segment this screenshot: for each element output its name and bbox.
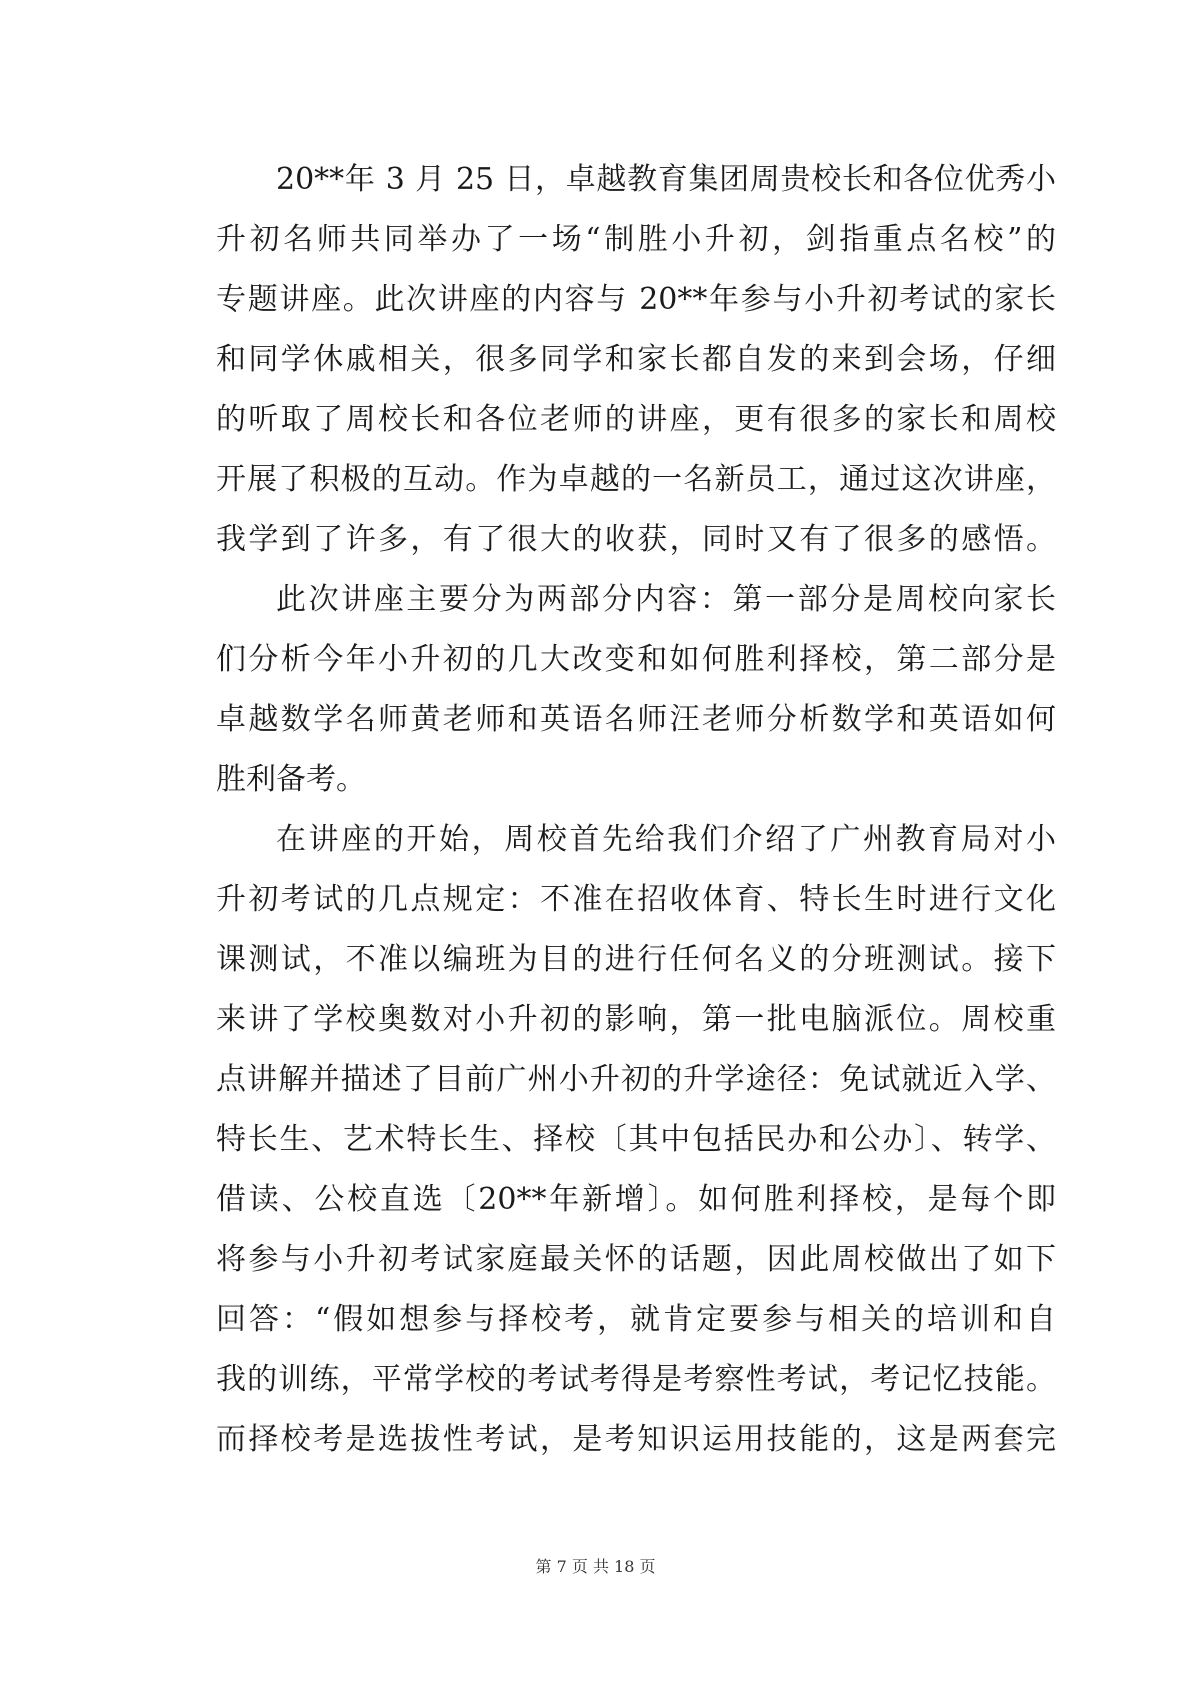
text-line: 点讲解并描述了目前广州小升初的升学途径：免试就近入学、 xyxy=(216,1062,1056,1097)
text-line: 课测试，不准以编班为目的进行任何名义的分班测试。接下 xyxy=(216,942,1056,977)
text-line: 卓越数学名师黄老师和英语名师汪老师分析数学和英语如何 xyxy=(216,702,1056,737)
text-line: 此次讲座主要分为两部分内容：第一部分是周校向家长 xyxy=(276,582,1056,617)
text-line: 借读、公校直选〔20**年新增〕。如何胜利择校，是每个即 xyxy=(216,1182,1056,1217)
text-line: 专题讲座。此次讲座的内容与 20**年参与小升初考试的家长 xyxy=(216,282,1056,317)
text-line: 胜利备考。 xyxy=(216,762,366,797)
text-line: 而择校考是选拔性考试，是考知识运用技能的，这是两套完 xyxy=(216,1422,1056,1457)
text-line: 在讲座的开始，周校首先给我们介绍了广州教育局对小 xyxy=(276,822,1056,857)
text-line: 们分析今年小升初的几大改变和如何胜利择校，第二部分是 xyxy=(216,642,1056,677)
page-number-footer: 第 7 页 共 18 页 xyxy=(535,1557,656,1576)
text-line: 20**年 3 月 25 日，卓越教育集团周贵校长和各位优秀小 xyxy=(276,162,1056,197)
text-line: 来讲了学校奥数对小升初的影响，第一批电脑派位。周校重 xyxy=(216,1002,1056,1037)
text-line: 将参与小升初考试家庭最关怀的话题，因此周校做出了如下 xyxy=(216,1242,1056,1277)
text-line: 升初考试的几点规定：不准在招收体育、特长生时进行文化 xyxy=(216,882,1056,917)
text-line: 的听取了周校长和各位老师的讲座，更有很多的家长和周校 xyxy=(216,402,1056,437)
text-line: 升初名师共同举办了一场“制胜小升初，剑指重点名校”的 xyxy=(216,222,1056,257)
text-line: 回答：“假如想参与择校考，就肯定要参与相关的培训和自 xyxy=(216,1302,1056,1337)
text-line: 我的训练，平常学校的考试考得是考察性考试，考记忆技能。 xyxy=(216,1362,1056,1397)
text-line: 和同学休戚相关，很多同学和家长都自发的来到会场，仔细 xyxy=(216,342,1056,377)
text-line: 开展了积极的互动。作为卓越的一名新员工，通过这次讲座， xyxy=(216,462,1056,497)
text-line: 我学到了许多，有了很大的收获，同时又有了很多的感悟。 xyxy=(216,522,1056,557)
text-line: 特长生、艺术特长生、择校〔其中包括民办和公办〕、转学、 xyxy=(216,1122,1056,1157)
